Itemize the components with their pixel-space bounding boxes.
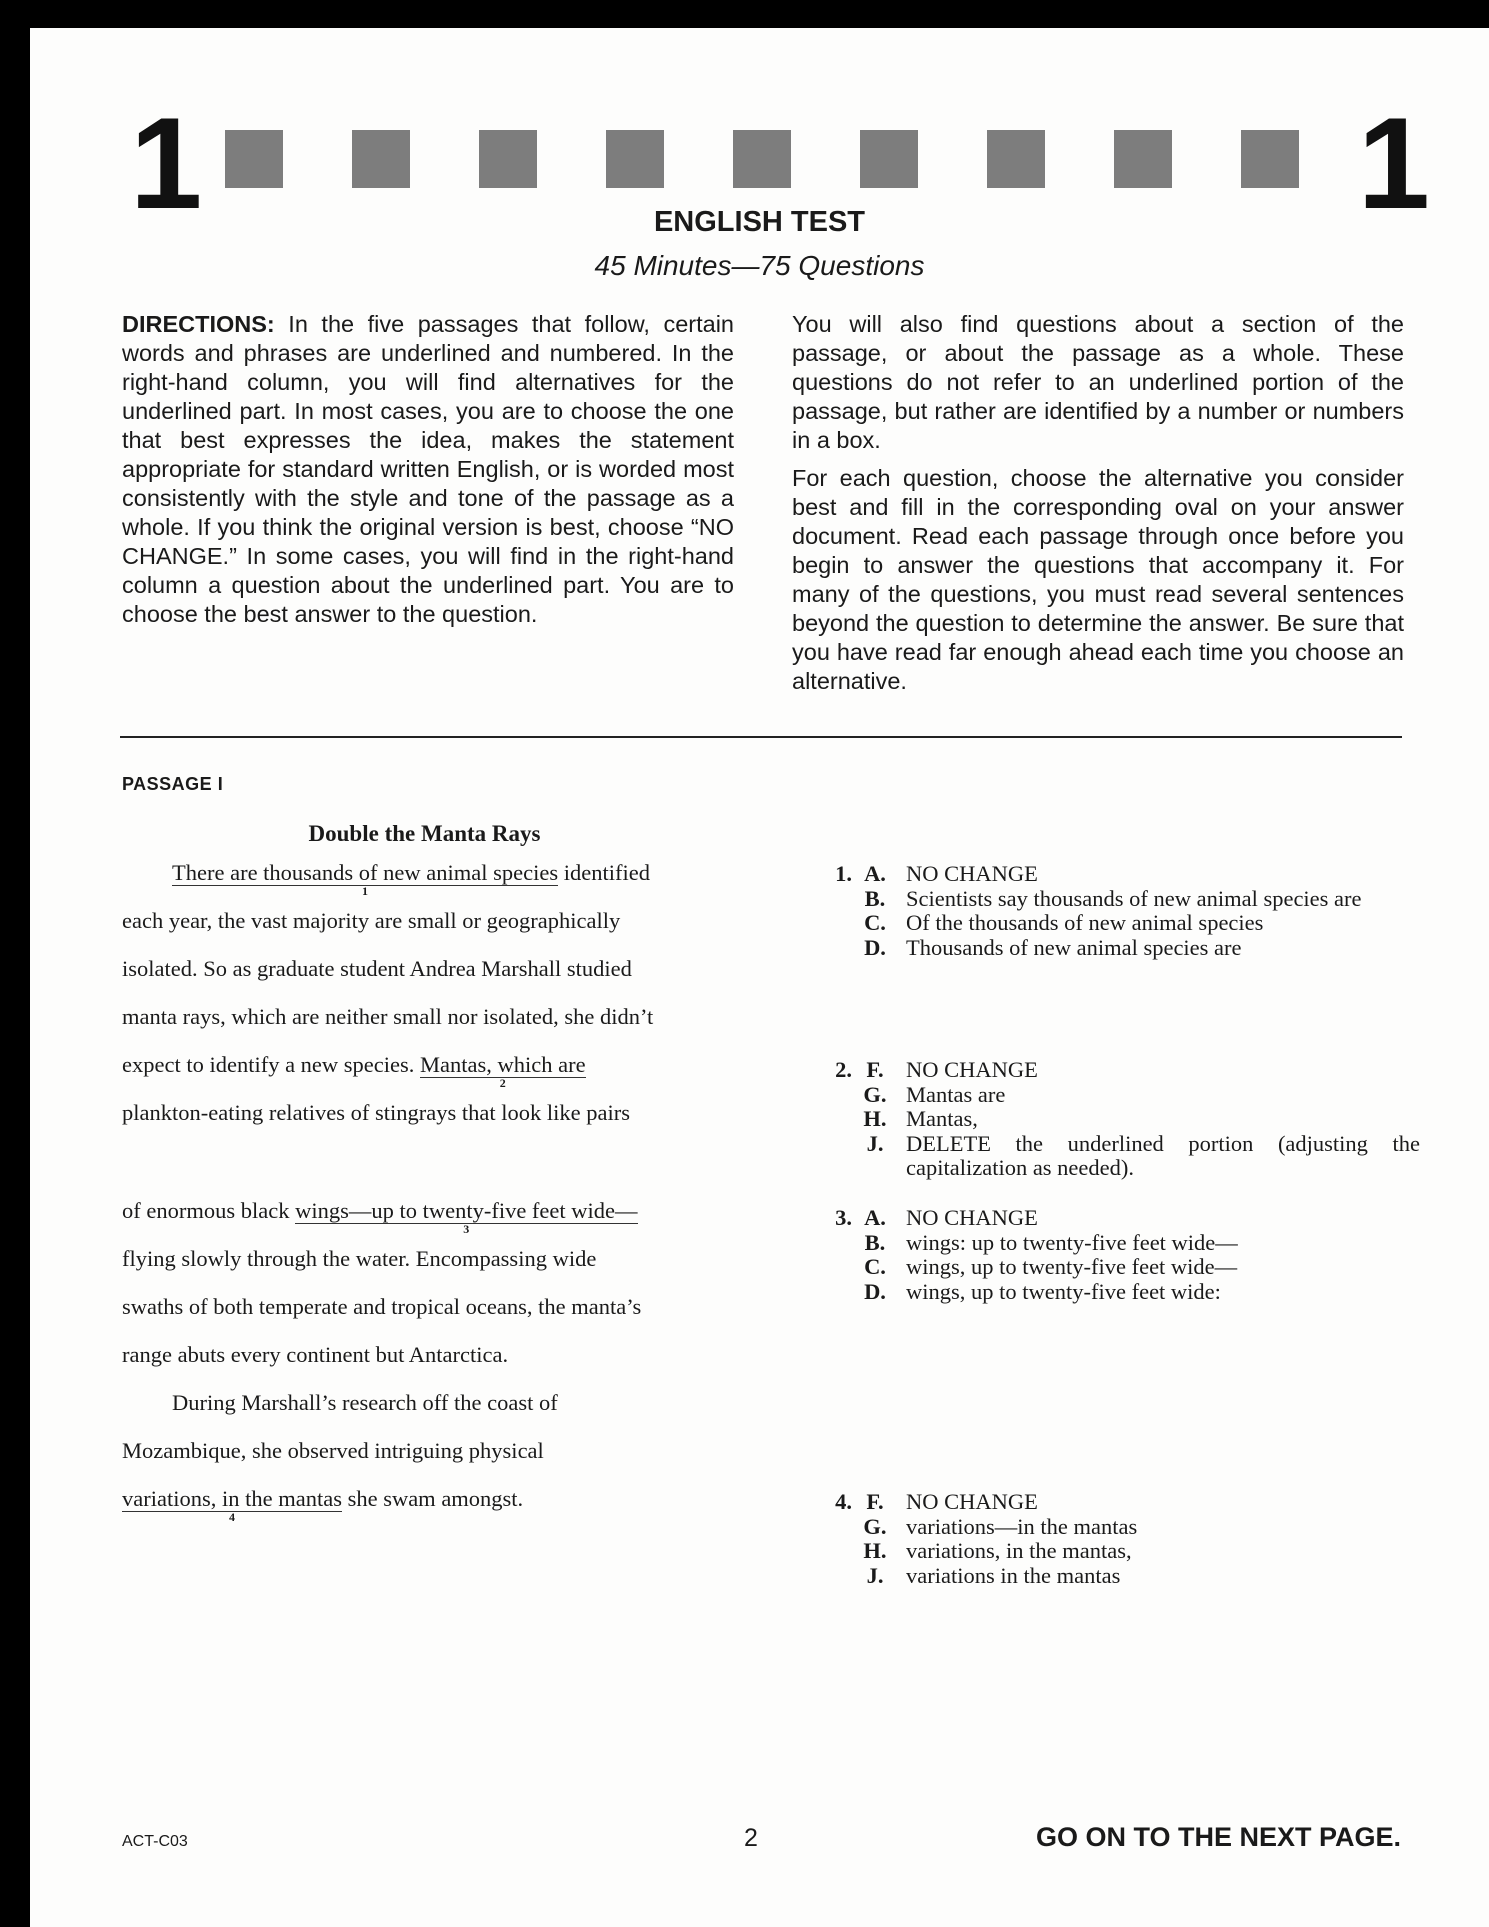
header-box	[606, 130, 664, 188]
question-marker: 2	[499, 1076, 506, 1090]
option-letter: D.	[864, 1278, 886, 1304]
passage-line: of enormous black wings—up to twenty-five feet wide— 3	[122, 1198, 638, 1236]
option-text: Of the thousands of new animal species	[906, 910, 1264, 935]
question-number: 4.	[835, 1489, 852, 1514]
header-box	[1114, 130, 1172, 188]
answer-option[interactable]	[810, 1206, 1420, 1231]
question-marker: 3	[463, 1222, 470, 1236]
underlined-portion-4: variations, in the mantas 4	[122, 1486, 342, 1524]
directions-text: In the five passages that follow, certain words and phrases are underlined and numbered. In the right-hand column, you will find alternatives for the underlined part. In most cases, you are to choose the one that best expresses the idea, makes the statement appropriate for standard written English, or is worded most consistently with the style and tone of the passage as a whole. If you think the original version is best, choose “NO CHANGE.” In some cases, you will find in the right-hand column a question about the underlined part. You are to choose the best answer to the question.	[122, 311, 734, 627]
option-letter: A.	[864, 861, 886, 886]
answer-option[interactable]	[810, 1083, 1420, 1108]
option-text: NO CHANGE	[906, 861, 1038, 886]
option-text: DELETE the underlined portion (adjusting the capitalization as needed).	[906, 1130, 1420, 1180]
question-marker: 1	[362, 884, 369, 898]
passage-line: expect to identify a new species. Mantas, which are 2	[122, 1052, 586, 1090]
answer-option[interactable]	[810, 1490, 1420, 1515]
underlined-portion-1: There are thousands of new animal species 1	[172, 860, 559, 898]
answer-option[interactable]	[810, 1058, 1420, 1083]
question-1	[810, 862, 1420, 960]
section-number-left: 1	[130, 90, 203, 236]
option-letter: B.	[864, 1229, 886, 1255]
directions-paragraph: For each question, choose the alternative you consider best and fill in the corresponding oval on your answer document. Read each passage through once before you begin to answer the questions that accompany it. For many of the questions, you must read several sentences beyond the question to determine the answer. Be sure that you have read far enough ahead each time you choose an alternative.	[792, 465, 1404, 694]
header-box	[987, 130, 1045, 188]
passage-title: Double the Manta Rays	[308, 821, 541, 846]
option-text: variations—in the mantas	[906, 1513, 1138, 1539]
test-page	[30, 28, 1489, 1927]
underlined-portion-2: Mantas, which are 2	[420, 1052, 586, 1090]
option-letter: F.	[866, 1057, 884, 1082]
option-letter: D.	[864, 934, 886, 960]
passage-line: range abuts every continent but Antarctica.	[122, 1342, 509, 1367]
answer-option[interactable]	[810, 936, 1420, 961]
option-text: NO CHANGE	[906, 1205, 1038, 1230]
option-text: variations in the mantas	[906, 1562, 1121, 1588]
directions-label: DIRECTIONS:	[122, 311, 275, 337]
option-letter: C.	[864, 910, 886, 935]
option-text: NO CHANGE	[906, 1489, 1038, 1514]
header-box	[1241, 130, 1299, 188]
passage-line: swaths of both temperate and tropical oceans, the manta’s	[122, 1294, 642, 1319]
question-4	[810, 1490, 1420, 1588]
header-box	[352, 130, 410, 188]
passage-line: flying slowly through the water. Encompassing wide	[122, 1246, 597, 1271]
passage-line: plankton-eating relatives of stingrays that look like pairs	[122, 1100, 630, 1125]
passage-line: manta rays, which are neither small nor isolated, she didn’t	[122, 1004, 654, 1029]
option-letter: H.	[863, 1106, 887, 1131]
option-text: wings: up to twenty-five feet wide—	[906, 1229, 1238, 1255]
answer-option[interactable]	[810, 1564, 1420, 1589]
option-text: Thousands of new animal species are	[906, 934, 1242, 960]
test-title: ENGLISH TEST	[653, 206, 866, 238]
option-text: NO CHANGE	[906, 1057, 1038, 1082]
question-3	[810, 1206, 1420, 1304]
option-letter: G.	[863, 1081, 887, 1107]
option-text: wings, up to twenty-five feet wide—	[906, 1254, 1238, 1279]
question-2	[810, 1058, 1420, 1181]
option-letter: H.	[863, 1538, 887, 1563]
passage-line: each year, the vast majority are small or geographically	[122, 908, 621, 933]
question-number: 1.	[835, 861, 852, 886]
answer-option[interactable]	[810, 1132, 1420, 1181]
passage-line: During Marshall’s research off the coast of	[172, 1390, 558, 1415]
question-number: 2.	[835, 1057, 852, 1082]
passage-line: Mozambique, she observed intriguing physical	[122, 1438, 544, 1463]
header-box	[225, 130, 283, 188]
header-box	[860, 130, 918, 188]
directions-left	[122, 310, 734, 638]
option-text: wings, up to twenty-five feet wide:	[906, 1278, 1221, 1304]
answer-option[interactable]	[810, 887, 1420, 912]
answer-option[interactable]	[810, 1280, 1420, 1305]
option-text: Mantas are	[906, 1081, 1006, 1107]
question-marker: 4	[228, 1510, 235, 1524]
option-letter: G.	[863, 1513, 887, 1539]
option-text: Mantas,	[906, 1106, 978, 1131]
next-page-notice: GO ON TO THE NEXT PAGE.	[1035, 1822, 1401, 1852]
header-box	[479, 130, 537, 188]
passage-line: isolated. So as graduate student Andrea Marshall studied	[122, 956, 632, 981]
option-text: variations, in the mantas,	[906, 1538, 1132, 1563]
section-number-right: 1	[1357, 90, 1430, 236]
directions-right	[792, 310, 1404, 705]
option-letter: F.	[866, 1489, 884, 1514]
answer-option[interactable]	[810, 1515, 1420, 1540]
answer-option[interactable]	[810, 1539, 1420, 1564]
page-number: 2	[744, 1824, 758, 1852]
passage-line: variations, in the mantas 4 she swam amongst.	[122, 1486, 524, 1524]
option-letter: C.	[864, 1254, 886, 1279]
passage-label: PASSAGE I	[122, 774, 224, 794]
answer-option[interactable]	[810, 862, 1420, 887]
answer-option[interactable]	[810, 1231, 1420, 1256]
answer-option[interactable]	[810, 911, 1420, 936]
option-letter: J.	[866, 1130, 884, 1156]
passage-line: There are thousands of new animal species 1 identified	[172, 860, 650, 898]
option-letter: B.	[864, 885, 886, 911]
directions-paragraph: You will also find questions about a section of the passage, or about the passage as a whole. These questions do not refer to an underlined portion of the passage, but rather are identified by a number or numbers in a box.	[792, 311, 1404, 453]
section-divider	[120, 736, 1402, 738]
answer-option[interactable]	[810, 1107, 1420, 1132]
option-letter: A.	[864, 1205, 886, 1230]
question-number: 3.	[835, 1205, 852, 1230]
form-code: ACT-C03	[122, 1833, 188, 1850]
option-letter: J.	[866, 1562, 884, 1588]
underlined-portion-3: wings—up to twenty-five feet wide— 3	[295, 1198, 638, 1236]
test-subtitle: 45 Minutes—75 Questions	[594, 250, 925, 281]
option-text: Scientists say thousands of new animal species are	[906, 885, 1362, 911]
answer-option[interactable]	[810, 1255, 1420, 1280]
header-box	[733, 130, 791, 188]
